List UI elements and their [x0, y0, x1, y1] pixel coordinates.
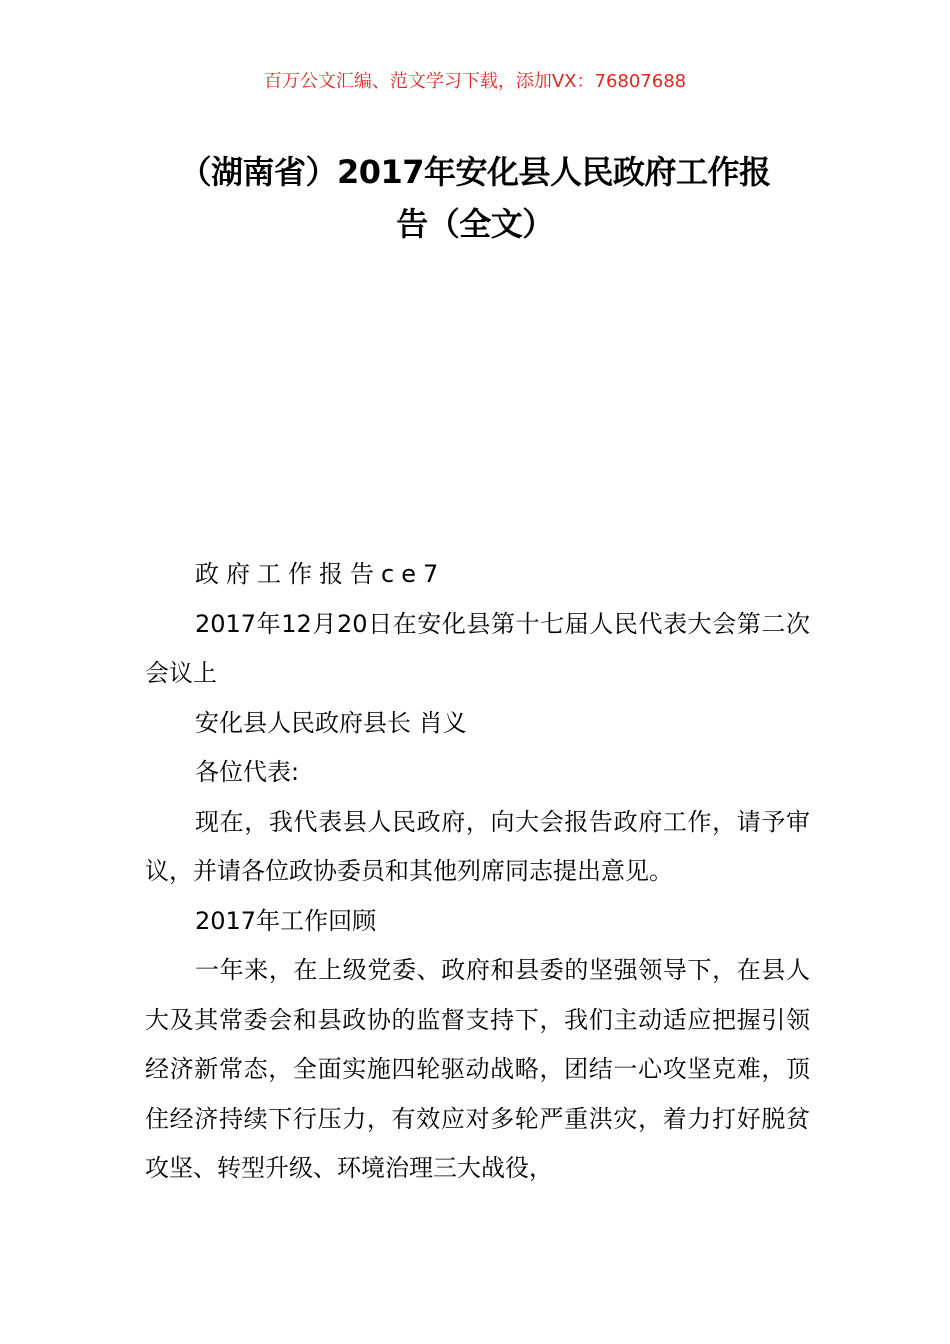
meeting-date-line: 2017年12月20日在安化县第十七届人民代表大会第二次会议上	[145, 609, 810, 687]
opening-paragraph: 现在，我代表县人民政府，向大会报告政府工作，请予审议，并请各位政协委员和其他列席同志提出意见。	[145, 807, 810, 885]
document-body	[145, 550, 810, 1194]
document-title-line-1: （湖南省）2017年安化县人民政府工作报	[179, 153, 771, 191]
section-heading-review: 2017年工作回顾	[195, 906, 377, 935]
document-title	[150, 146, 800, 250]
document-title-line-2: 告（全文）	[396, 205, 554, 243]
salutation: 各位代表:	[195, 758, 300, 786]
report-heading: 政府工作报告ce7	[195, 560, 446, 588]
header-contact-note: 百万公文汇编、范文学习下载，添加VX：76807688	[263, 71, 687, 92]
review-paragraph: 一年来，在上级党委、政府和县委的坚强领导下，在县人大及其常委会和县政协的监督支持下，我们主动适应把握引领经济新常态，全面实施四轮驱动战略，团结一心攻坚克难，顶住经济持续下行压力，有效应对多轮严重洪灾，着力打好脱贫攻坚、转型升级、环境治理三大战役，	[145, 956, 810, 1182]
speaker-line: 安化县人民政府县长 肖义	[195, 708, 467, 737]
